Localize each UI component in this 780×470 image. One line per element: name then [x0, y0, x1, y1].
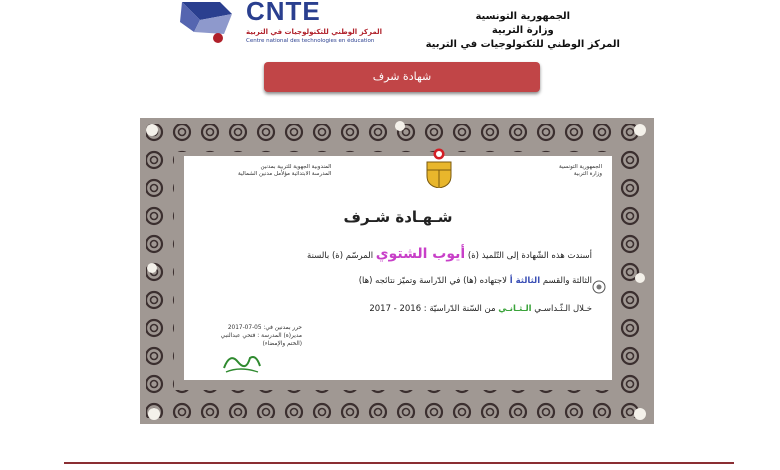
logo-french: Centre national des technologies en éducation [246, 38, 375, 44]
footer-divider [64, 462, 734, 464]
cert-text: لاجتهاده (ها) في الدّراسة وتميّز نتائجه (ها) [358, 276, 507, 286]
cert-text: المرسّم (ة) بالسنة [307, 251, 374, 261]
round-stamp-icon [592, 280, 606, 294]
cert-title: شـهـادة شـرف [343, 208, 453, 226]
cnte-logo [180, 0, 383, 50]
cert-top-left [238, 164, 331, 178]
cert-text: أسندت هذه الشّهادة إلى التّلميذ (ة) [467, 251, 592, 261]
sig-line: مدير(ة) المدرسة : فتحي عبدالنبي [220, 333, 302, 339]
certificate-body [184, 156, 612, 380]
cert-top-right-line: الجمهورية التونسية [559, 164, 602, 170]
student-name: أيوب الشتوي [375, 246, 466, 262]
certificate-image [140, 118, 654, 424]
cert-text: الثالثة والقسم [542, 276, 592, 286]
cert-line-3 [369, 304, 592, 314]
cert-top-left-line: المدرسة الابتدائية مؤلأمل مدنين الشمالية [238, 171, 332, 177]
signature-block [212, 324, 302, 348]
term-name: الـثـانـي [498, 304, 532, 314]
cert-text: خـلال الـثّـداسـي [534, 304, 592, 314]
sig-line: حرر بمدنين في: 05-07-2017 [227, 325, 302, 331]
class-name: الثالثة أ [509, 276, 541, 286]
tunisia-emblem-icon [422, 148, 456, 188]
cert-top-right-line: وزارة التربية [573, 171, 602, 177]
header-line: المركز الوطني للتكنولوجيات في التربية [425, 39, 620, 50]
cert-top-left-line: المندوبية الجهوية للتربية بمدنين [260, 164, 332, 170]
header-right [426, 10, 620, 52]
cert-top-right [559, 164, 602, 178]
cnte-logo-icon [180, 0, 232, 44]
sig-line: (الختم والإمضاء) [262, 341, 302, 347]
header-line: الجمهورية التونسية [475, 11, 571, 22]
cert-text: من السّنة الدّراسيّة : 2016 - 2017 [369, 304, 496, 314]
certificate-banner: شهادة شرف [264, 62, 540, 92]
logo-arabic: المركز الوطني للتكنولوجيات في التربية [246, 28, 383, 36]
logo-name: CNTE [246, 0, 321, 26]
cert-line-1 [307, 246, 592, 262]
header-line: وزارة التربية [491, 25, 554, 36]
cert-line-2 [359, 276, 592, 286]
signature-icon [220, 348, 264, 376]
